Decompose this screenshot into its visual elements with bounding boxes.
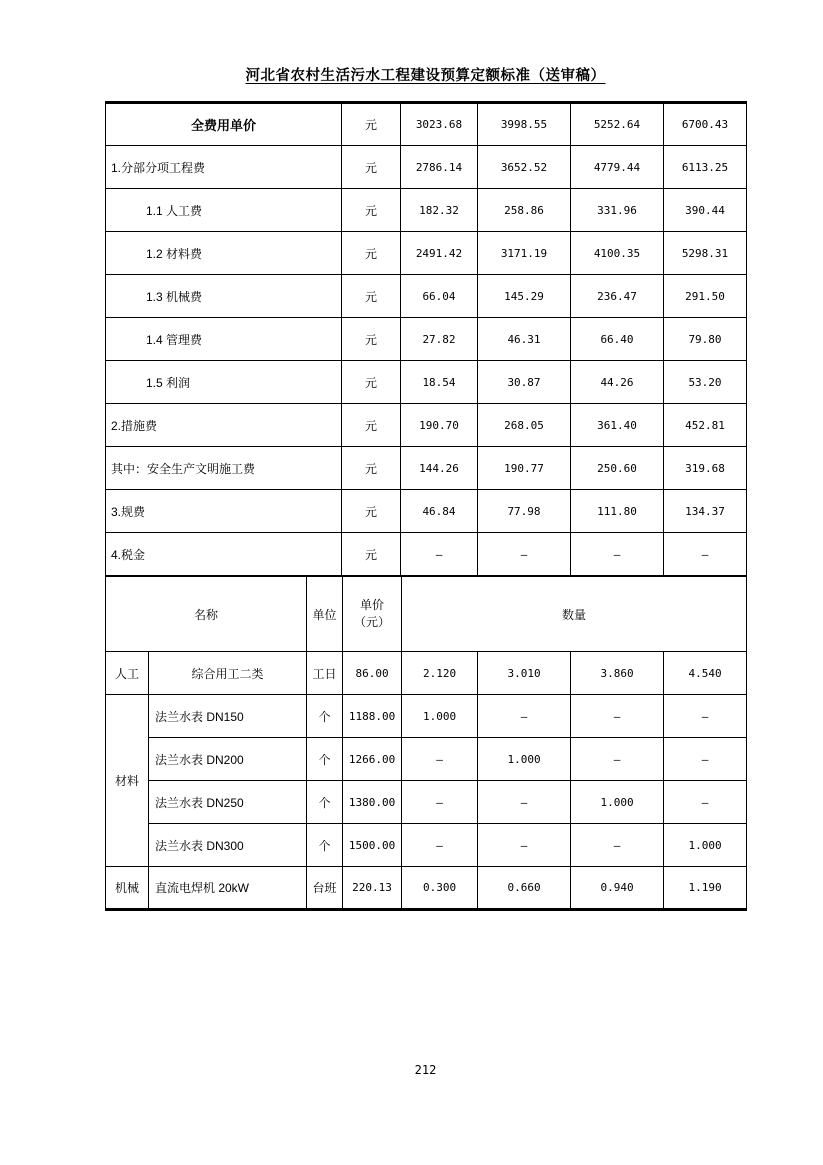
header-unit-price bbox=[343, 577, 402, 652]
cost-row-value: 18.54 bbox=[401, 361, 478, 404]
cost-row bbox=[106, 490, 747, 533]
resource-item-price: 1266.00 bbox=[343, 738, 402, 781]
cost-row-value: 331.96 bbox=[571, 189, 664, 232]
cost-row-value: 452.81 bbox=[664, 404, 747, 447]
resource-item-price: 1380.00 bbox=[343, 781, 402, 824]
cost-row-label: 1.2 材料费 bbox=[106, 232, 342, 275]
document-content bbox=[105, 0, 746, 1077]
cost-row-value: 268.05 bbox=[478, 404, 571, 447]
resource-item-name: 综合用工二类 bbox=[149, 652, 307, 695]
cost-row-value: 134.37 bbox=[664, 490, 747, 533]
cost-row-value: – bbox=[478, 533, 571, 576]
cost-row-unit: 元 bbox=[342, 232, 401, 275]
cost-row-value: 6700.43 bbox=[664, 103, 747, 146]
resource-consumption-table bbox=[105, 576, 747, 911]
resource-row bbox=[106, 738, 747, 781]
resource-item-quantity: 1.190 bbox=[664, 867, 747, 910]
cost-row-value: 79.80 bbox=[664, 318, 747, 361]
cost-row-value: 4779.44 bbox=[571, 146, 664, 189]
cost-row-unit: 元 bbox=[342, 318, 401, 361]
resource-row bbox=[106, 824, 747, 867]
resource-item-quantity: – bbox=[478, 695, 571, 738]
cost-row-value: 4100.35 bbox=[571, 232, 664, 275]
resource-item-quantity: – bbox=[664, 738, 747, 781]
resource-item-quantity: 1.000 bbox=[664, 824, 747, 867]
cost-row-value: 44.26 bbox=[571, 361, 664, 404]
resource-item-unit: 个 bbox=[307, 781, 343, 824]
cost-row-value: 66.04 bbox=[401, 275, 478, 318]
resource-item-quantity: 3.860 bbox=[571, 652, 664, 695]
cost-row-value: – bbox=[664, 533, 747, 576]
cost-row-value: 3023.68 bbox=[401, 103, 478, 146]
resource-row bbox=[106, 781, 747, 824]
resource-item-quantity: – bbox=[664, 781, 747, 824]
cost-row-value: 3171.19 bbox=[478, 232, 571, 275]
cost-row-value: 3998.55 bbox=[478, 103, 571, 146]
resource-item-unit: 工日 bbox=[307, 652, 343, 695]
header-unit-price-line1: 单价 bbox=[360, 598, 385, 612]
cost-row-value: – bbox=[401, 533, 478, 576]
cost-row-value: 5298.31 bbox=[664, 232, 747, 275]
cost-row bbox=[106, 361, 747, 404]
resource-item-quantity: 1.000 bbox=[478, 738, 571, 781]
resource-item-quantity: – bbox=[664, 695, 747, 738]
cost-row-value: 190.77 bbox=[478, 447, 571, 490]
resource-item-quantity: – bbox=[571, 738, 664, 781]
resource-item-quantity: 0.300 bbox=[402, 867, 478, 910]
cost-row-label: 4.税金 bbox=[106, 533, 342, 576]
resource-item-quantity: 3.010 bbox=[478, 652, 571, 695]
resource-item-price: 86.00 bbox=[343, 652, 402, 695]
cost-row-unit: 元 bbox=[342, 447, 401, 490]
resource-item-unit: 个 bbox=[307, 824, 343, 867]
page-number: 212 bbox=[414, 1063, 437, 1077]
cost-row-value: 30.87 bbox=[478, 361, 571, 404]
resource-category: 材料 bbox=[106, 695, 149, 867]
resource-item-name: 法兰水表 DN150 bbox=[149, 695, 307, 738]
cost-row bbox=[106, 189, 747, 232]
cost-row-value: 5252.64 bbox=[571, 103, 664, 146]
cost-row-value: 53.20 bbox=[664, 361, 747, 404]
cost-row-label: 1.分部分项工程费 bbox=[106, 146, 342, 189]
cost-row bbox=[106, 533, 747, 576]
resource-category: 机械 bbox=[106, 867, 149, 910]
cost-row-value: 236.47 bbox=[571, 275, 664, 318]
cost-row bbox=[106, 447, 747, 490]
cost-row-unit: 元 bbox=[342, 146, 401, 189]
cost-row bbox=[106, 404, 747, 447]
cost-summary-table bbox=[105, 101, 747, 576]
resource-row bbox=[106, 695, 747, 738]
cost-row bbox=[106, 318, 747, 361]
cost-row-unit: 元 bbox=[342, 404, 401, 447]
resource-item-quantity: – bbox=[571, 824, 664, 867]
cost-row-value: 2786.14 bbox=[401, 146, 478, 189]
resource-item-quantity: 2.120 bbox=[402, 652, 478, 695]
cost-row-value: 319.68 bbox=[664, 447, 747, 490]
resource-item-quantity: 4.540 bbox=[664, 652, 747, 695]
cost-row bbox=[106, 146, 747, 189]
resource-item-quantity: – bbox=[402, 738, 478, 781]
cost-row-value: 6113.25 bbox=[664, 146, 747, 189]
cost-row bbox=[106, 275, 747, 318]
cost-row-value: 27.82 bbox=[401, 318, 478, 361]
resource-item-unit: 台班 bbox=[307, 867, 343, 910]
resource-item-quantity: – bbox=[571, 695, 664, 738]
resource-item-quantity: 0.660 bbox=[478, 867, 571, 910]
cost-row-value: 390.44 bbox=[664, 189, 747, 232]
cost-row-unit: 元 bbox=[342, 189, 401, 232]
cost-row-value: 46.31 bbox=[478, 318, 571, 361]
resource-item-name: 法兰水表 DN300 bbox=[149, 824, 307, 867]
cost-row-value: 144.26 bbox=[401, 447, 478, 490]
cost-row-label: 1.5 利润 bbox=[106, 361, 342, 404]
cost-row-label: 其中：安全生产文明施工费 bbox=[106, 447, 342, 490]
header-unit: 单位 bbox=[307, 577, 343, 652]
cost-row-value: 2491.42 bbox=[401, 232, 478, 275]
cost-row-unit: 元 bbox=[342, 103, 401, 146]
resource-item-quantity: 1.000 bbox=[571, 781, 664, 824]
cost-row-value: 77.98 bbox=[478, 490, 571, 533]
cost-row-value: 291.50 bbox=[664, 275, 747, 318]
cost-row-value: 182.32 bbox=[401, 189, 478, 232]
page-title: 河北省农村生活污水工程建设预算定额标准（送审稿） bbox=[245, 68, 606, 84]
cost-row-value: 190.70 bbox=[401, 404, 478, 447]
cost-row bbox=[106, 232, 747, 275]
resource-item-price: 1188.00 bbox=[343, 695, 402, 738]
resource-item-unit: 个 bbox=[307, 738, 343, 781]
cost-row-value: 3652.52 bbox=[478, 146, 571, 189]
resource-table-header-row bbox=[106, 577, 747, 652]
cost-row bbox=[106, 103, 747, 146]
cost-row-value: 145.29 bbox=[478, 275, 571, 318]
cost-row-label: 1.1 人工费 bbox=[106, 189, 342, 232]
cost-row-value: 46.84 bbox=[401, 490, 478, 533]
resource-row bbox=[106, 652, 747, 695]
cost-row-value: 111.80 bbox=[571, 490, 664, 533]
resource-item-quantity: – bbox=[478, 824, 571, 867]
resource-item-name: 法兰水表 DN200 bbox=[149, 738, 307, 781]
header-name: 名称 bbox=[106, 577, 307, 652]
cost-row-label: 1.3 机械费 bbox=[106, 275, 342, 318]
cost-row-label: 3.规费 bbox=[106, 490, 342, 533]
resource-item-quantity: – bbox=[478, 781, 571, 824]
resource-item-price: 1500.00 bbox=[343, 824, 402, 867]
cost-row-unit: 元 bbox=[342, 275, 401, 318]
cost-row-value: 258.86 bbox=[478, 189, 571, 232]
resource-item-unit: 个 bbox=[307, 695, 343, 738]
header-quantity: 数量 bbox=[402, 577, 747, 652]
resource-category: 人工 bbox=[106, 652, 149, 695]
resource-item-price: 220.13 bbox=[343, 867, 402, 910]
resource-item-quantity: 1.000 bbox=[402, 695, 478, 738]
cost-row-value: 361.40 bbox=[571, 404, 664, 447]
cost-row-value: 66.40 bbox=[571, 318, 664, 361]
cost-row-value: 250.60 bbox=[571, 447, 664, 490]
resource-item-name: 直流电焊机 20kW bbox=[149, 867, 307, 910]
resource-item-quantity: – bbox=[402, 781, 478, 824]
cost-row-unit: 元 bbox=[342, 533, 401, 576]
cost-row-value: – bbox=[571, 533, 664, 576]
header-unit-price-line2: （元） bbox=[354, 615, 391, 629]
cost-row-unit: 元 bbox=[342, 490, 401, 533]
cost-row-unit: 元 bbox=[342, 361, 401, 404]
cost-row-label: 1.4 管理费 bbox=[106, 318, 342, 361]
resource-item-quantity: 0.940 bbox=[571, 867, 664, 910]
resource-row bbox=[106, 867, 747, 910]
resource-item-name: 法兰水表 DN250 bbox=[149, 781, 307, 824]
cost-row-label: 2.措施费 bbox=[106, 404, 342, 447]
cost-row-label: 全费用单价 bbox=[106, 103, 342, 146]
resource-item-quantity: – bbox=[402, 824, 478, 867]
